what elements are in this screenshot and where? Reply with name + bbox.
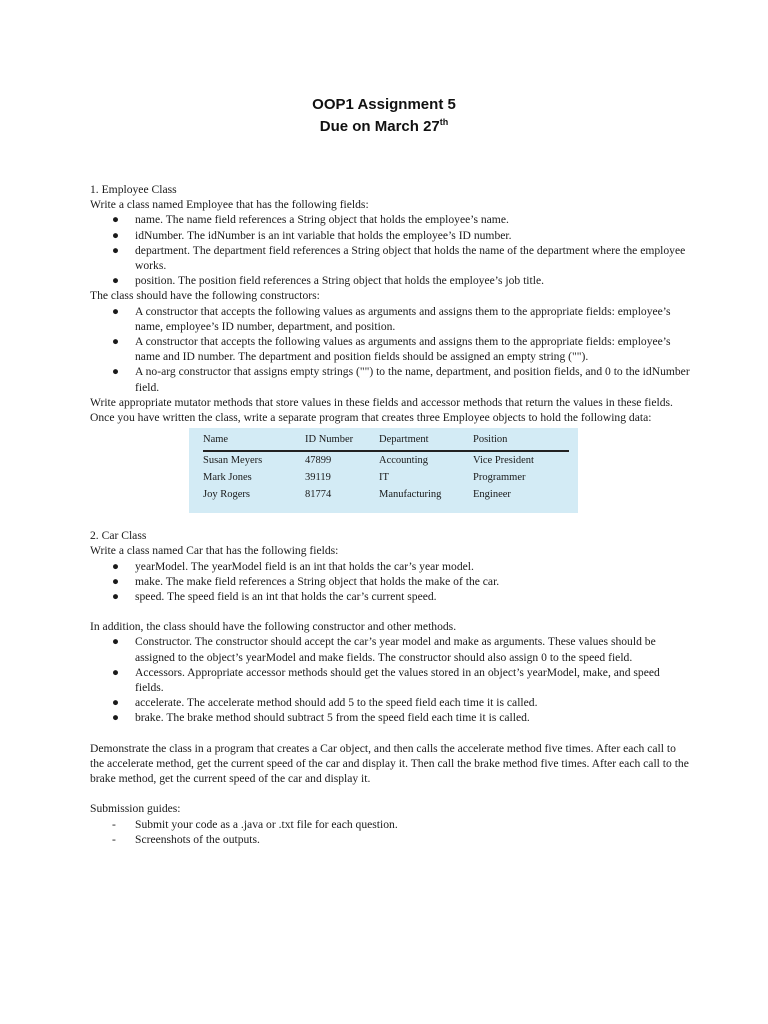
bullet-icon: ● <box>112 711 120 725</box>
table-cell: IT <box>379 472 389 484</box>
list-item-text: idNumber. The idNumber is an int variable that holds the employee’s ID number. <box>135 228 512 242</box>
car-intro: Write a class named Car that has the following fields: <box>90 544 339 558</box>
methods-list <box>90 634 690 725</box>
submission-list <box>90 817 690 847</box>
list-item-text: make. The make field references a String object that holds the make of the car. <box>135 574 500 588</box>
assignment-body <box>90 182 690 847</box>
list-item-text: Constructor. The constructor should accept the car’s year model and make as arguments. These values should be assigned to the object’s yearModel and make fields. The constructor should also assign 0 to the speed field. <box>135 635 656 664</box>
table-row <box>203 486 569 503</box>
table-cell: Joy Rogers <box>203 489 250 501</box>
car-demo-paragraph: Demonstrate the class in a program that creates a Car object, and then calls the accelerate method five times. After each call to the accelerate method, get the current speed of the car and display it. Then call the brake method five times. After each call to the brake method, get the current speed of the car and display it. <box>90 741 689 786</box>
car-heading: 2. Car Class <box>90 529 147 543</box>
bullet-icon: ● <box>112 213 120 227</box>
list-item <box>90 212 690 227</box>
list-item <box>90 273 690 288</box>
employee-fields-list <box>90 212 690 288</box>
data-table <box>203 432 569 503</box>
list-item <box>90 304 690 334</box>
list-item <box>90 832 690 847</box>
list-item-text: brake. The brake method should subtract 5 from the speed field each time it is called. <box>135 711 530 725</box>
list-item-text: A constructor that accepts the following values as arguments and assigns them to the appropriate fields: employee’s name and ID number. The department and position fields should be assigned an empty string (""). <box>135 335 671 364</box>
list-item <box>90 710 690 725</box>
table-cell: Mark Jones <box>203 472 252 484</box>
list-item-text: name. The name field references a String object that holds the employee’s name. <box>135 213 509 227</box>
methods-intro: In addition, the class should have the following constructor and other methods. <box>90 620 457 634</box>
bullet-icon: ● <box>112 665 120 679</box>
list-item-text: department. The department field references a String object that holds the name of the department where the employee works. <box>135 243 686 273</box>
list-item <box>90 695 690 710</box>
bullet-icon: ● <box>112 228 120 242</box>
table-header-row <box>203 432 569 451</box>
table-cell: Accounting <box>379 455 428 467</box>
table-cell: Engineer <box>473 489 511 501</box>
list-item <box>90 665 690 695</box>
list-item <box>90 228 690 243</box>
list-item-text: yearModel. The yearModel field is an int that holds the car’s year model. <box>135 559 474 573</box>
constructors-intro: The class should have the following constructors: <box>90 289 320 303</box>
bullet-icon: ● <box>112 590 120 604</box>
title-line-1: OOP1 Assignment 5 <box>312 96 456 113</box>
employee-intro: Write a class named Employee that has the following fields: <box>90 198 369 212</box>
bullet-icon: ● <box>112 574 120 588</box>
list-item-text: A constructor that accepts the following values as arguments and assigns them to the appropriate fields: employee’s name, employee’s ID number, department, and position. <box>135 304 671 333</box>
bullet-icon: ● <box>112 304 120 318</box>
list-item <box>90 589 690 604</box>
list-item <box>90 243 690 273</box>
table-cell: Programmer <box>473 472 526 484</box>
list-item-text: position. The position field references a String object that holds the employee’s job title. <box>135 274 545 288</box>
bullet-icon: ● <box>112 365 120 379</box>
list-item-text: Accessors. Appropriate accessor methods should get the values stored in an object’s yearModel, make, and speed fields. <box>135 665 660 695</box>
bullet-icon: ● <box>112 274 120 288</box>
column-header: Department <box>379 432 473 451</box>
bullet-icon: ● <box>112 635 120 649</box>
bullet-icon: ● <box>112 243 120 257</box>
car-fields-list <box>90 559 690 605</box>
submission-heading: Submission guides: <box>90 802 181 816</box>
table-row <box>203 451 569 469</box>
column-header: Name <box>203 432 305 451</box>
list-item-text: A no-arg constructor that assigns empty strings ("") to the name, department, and position fields, and 0 to the idNumber field. <box>135 365 690 394</box>
column-header: ID Number <box>305 432 379 451</box>
constructors-list <box>90 304 690 395</box>
bullet-icon: ● <box>112 559 120 573</box>
employee-heading: 1. Employee Class <box>90 183 177 196</box>
list-item <box>90 817 690 832</box>
list-item <box>90 574 690 589</box>
dash-icon: - <box>112 832 116 846</box>
list-item <box>90 634 690 664</box>
table-cell: Susan Meyers <box>203 455 263 467</box>
due-date-suffix: th <box>439 117 449 127</box>
due-date-text: Due on March 27 <box>319 118 440 135</box>
list-item-text: Submit your code as a .java or .txt file for each question. <box>135 817 398 831</box>
table-cell: 39119 <box>305 472 331 484</box>
list-item <box>90 559 690 574</box>
table-cell: Vice President <box>473 455 534 467</box>
column-header: Position <box>473 432 569 451</box>
table-row <box>203 469 569 486</box>
list-item-text: Screenshots of the outputs. <box>135 832 260 846</box>
list-item-text: speed. The speed field is an int that holds the car’s current speed. <box>135 590 437 604</box>
employee-data-table <box>189 428 578 513</box>
table-cell: Manufacturing <box>379 489 442 501</box>
title-line-2 <box>0 116 768 138</box>
list-item <box>90 334 690 364</box>
dash-icon: - <box>112 817 116 831</box>
list-item-text: accelerate. The accelerate method should add 5 to the speed field each time it is called. <box>135 696 538 710</box>
bullet-icon: ● <box>112 335 120 349</box>
employee-closing: Write appropriate mutator methods that store values in these fields and accessor methods that return the values in these fields. Once you have written the class, write a separate program that creates three Employee objects to hold the following data: <box>90 395 673 425</box>
table-cell: 81774 <box>305 489 332 501</box>
list-item <box>90 364 690 394</box>
table-cell: 47899 <box>305 455 332 467</box>
bullet-icon: ● <box>112 696 120 710</box>
